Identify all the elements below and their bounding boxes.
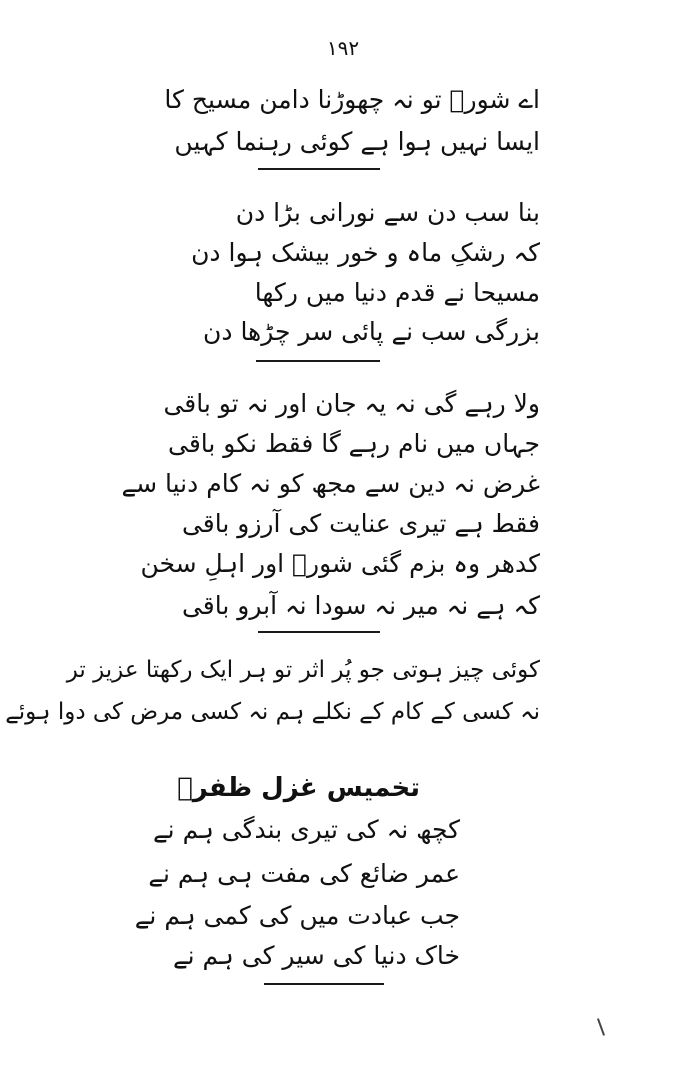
verse-line: مسیحا نے قدم دنیا میں رکھا (254, 278, 540, 307)
verse-line: غرض نہ دین سے مجھ کو نہ کام دنیا سے (121, 469, 540, 498)
section-heading: تخمیس غزل ظفرؔ (177, 773, 420, 803)
verse-line: اے شورؔ تو نہ چھوڑنا دامن مسیح کا (164, 85, 540, 114)
verse-line: فقط ہے تیری عنایت کی آرزو باقی (181, 509, 540, 538)
verse-line: عمر ضائع کی مفت ہی ہم نے (148, 859, 460, 888)
verse-line: کہ ہے نہ میر نہ سودا نہ آبرو باقی (181, 591, 540, 620)
section-divider (256, 360, 380, 362)
verse-line: کدھر وہ بزم گئی شورؔ اور اہلِ سخن (140, 549, 540, 578)
page-number: ۱۹۲ (326, 36, 360, 60)
section-divider (264, 983, 384, 985)
verse-line: کہ رشکِ ماہ و خور بیشک ہوا دن (191, 238, 540, 267)
verse-line: خاک دنیا کی سیر کی ہم نے (172, 941, 460, 970)
verse-line: بزرگی سب نے پائی سر چڑھا دن (203, 317, 540, 346)
scan-mark (597, 1018, 605, 1036)
verse-line: کوئی چیز ہوتی جو پُر اثر تو ہر ایک رکھتا عزیز تر (66, 657, 540, 683)
verse-line: جب عبادت میں کی کمی ہم نے (134, 901, 460, 930)
verse-line: ولا رہے گی نہ یہ جان اور نہ تو باقی (163, 389, 540, 418)
verse-line: جہاں میں نام رہے گا فقط نکو باقی (168, 429, 540, 458)
verse-line: نہ کسی کے کام کے نکلے ہم نہ کسی مرض کی دوا ہوئے (5, 699, 540, 725)
verse-line: ایسا نہیں ہوا ہے کوئی رہنما کہیں (174, 127, 540, 156)
section-divider (258, 631, 380, 633)
verse-line: کچھ نہ کی تیری بندگی ہم نے (153, 815, 460, 844)
section-divider (258, 168, 380, 170)
verse-line: بنا سب دن سے نورانی بڑا دن (235, 198, 540, 227)
